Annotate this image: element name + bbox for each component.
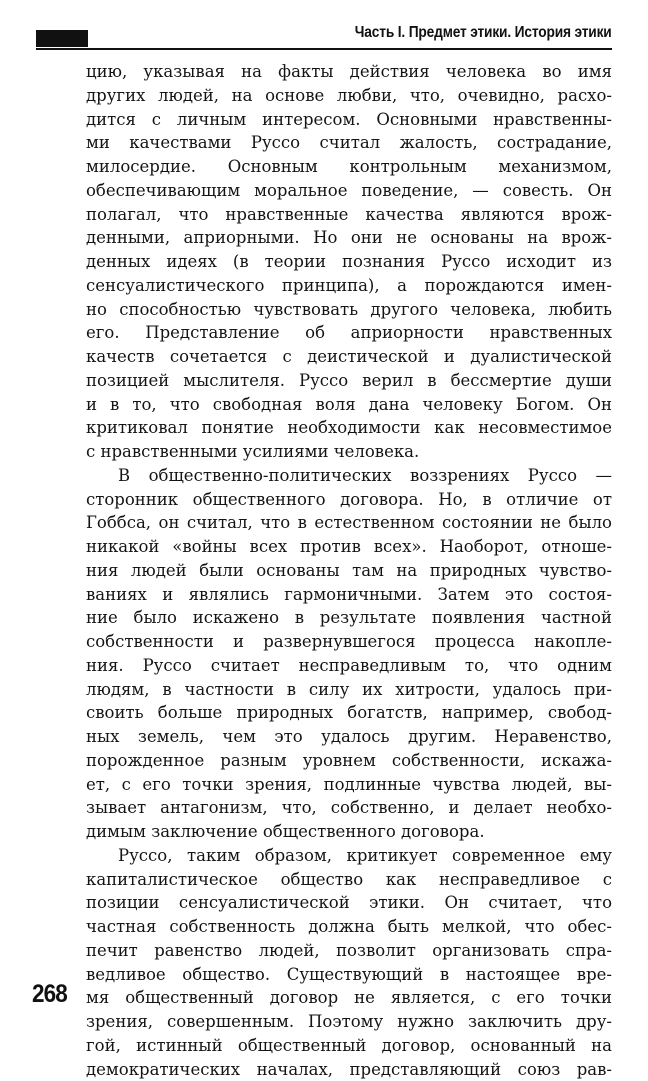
text-line: ных земель, чем это удалось другим. Неравенство,: [86, 725, 612, 749]
text-line: полагал, что нравственные качества являются врож-: [86, 203, 612, 227]
text-line: частная собственность должна быть мелкой, что обес-: [86, 915, 612, 939]
paragraph-start-line: В общественно-политических воззрениях Руссо —: [86, 464, 612, 488]
text-line: критиковал понятие необходимости как несовместимое: [86, 416, 612, 440]
text-line: сенсуалистического принципа), а порождаются имен-: [86, 274, 612, 298]
text-line: ния людей были основаны там на природных чувство-: [86, 559, 612, 583]
text-line: ния. Руссо считает несправедливым то, что одним: [86, 654, 612, 678]
text-line: но способностью чувствовать другого человека, любить: [86, 298, 612, 322]
text-line: цию, указывая на факты действия человека во имя: [86, 60, 612, 84]
text-line: мя общественный договор не является, с его точки: [86, 986, 612, 1010]
text-line: других людей, на основе любви, что, очевидно, расхо-: [86, 84, 612, 108]
text-line: гой, истинный общественный договор, основанный на: [86, 1034, 612, 1058]
text-line: никакой «войны всех против всех». Наоборот, отноше-: [86, 535, 612, 559]
text-line: людям, в частности в силу их хитрости, удалось при-: [86, 678, 612, 702]
paragraph-start-line: Руссо, таким образом, критикует современное ему: [86, 844, 612, 868]
text-line: ведливое общество. Существующий в настоящее вре-: [86, 963, 612, 987]
text-line: с нравственными усилиями человека.: [86, 440, 612, 464]
text-line: ваниях и являлись гармоничными. Затем это состоя-: [86, 583, 612, 607]
text-line: милосердие. Основным контрольным механизмом,: [86, 155, 612, 179]
page-number: 268: [32, 980, 67, 1009]
text-line: ние было искажено в результате появления частной: [86, 606, 612, 630]
text-line: денных идеях (в теории познания Руссо исходит из: [86, 250, 612, 274]
text-line: димым заключение общественного договора.: [86, 820, 612, 844]
text-line: качеств сочетается с деистической и дуалистической: [86, 345, 612, 369]
text-line: ет, с его точки зрения, подлинные чувства людей, вы-: [86, 773, 612, 797]
header-marker-bar: [36, 30, 88, 47]
text-line: зрения, совершенным. Поэтому нужно заключить дру-: [86, 1010, 612, 1034]
text-line: позиции сенсуалистической этики. Он считает, что: [86, 891, 612, 915]
text-line: печит равенство людей, позволит организовать спра-: [86, 939, 612, 963]
text-line: зывает антагонизм, что, собственно, и делает необхо-: [86, 796, 612, 820]
text-line: ми качествами Руссо считал жалость, сострадание,: [86, 131, 612, 155]
body-text: [86, 60, 612, 1081]
text-line: собственности и развернувшегося процесса накопле-: [86, 630, 612, 654]
text-line: демократических началах, представляющий союз рав-: [86, 1058, 612, 1081]
header-rule: [36, 48, 612, 50]
text-line: капиталистическое общество как несправедливое с: [86, 868, 612, 892]
text-line: сторонник общественного договора. Но, в отличие от: [86, 488, 612, 512]
text-line: денными, априорными. Но они не основаны на врож-: [86, 226, 612, 250]
text-line: Гоббса, он считал, что в естественном состоянии не было: [86, 511, 612, 535]
text-line: позицией мыслителя. Руссо верил в бессмертие души: [86, 369, 612, 393]
text-line: порожденное разным уровнем собственности, искажа-: [86, 749, 612, 773]
text-line: дится с личным интересом. Основными нравственны-: [86, 108, 612, 132]
text-line: и в то, что свободная воля дана человеку Богом. Он: [86, 393, 612, 417]
text-line: его. Представление об априорности нравственных: [86, 321, 612, 345]
text-line: своить больше природных богатств, например, свобод-: [86, 701, 612, 725]
text-line: обеспечивающим моральное поведение, — совесть. Он: [86, 179, 612, 203]
running-header: Часть I. Предмет этики. История этики: [355, 24, 612, 42]
